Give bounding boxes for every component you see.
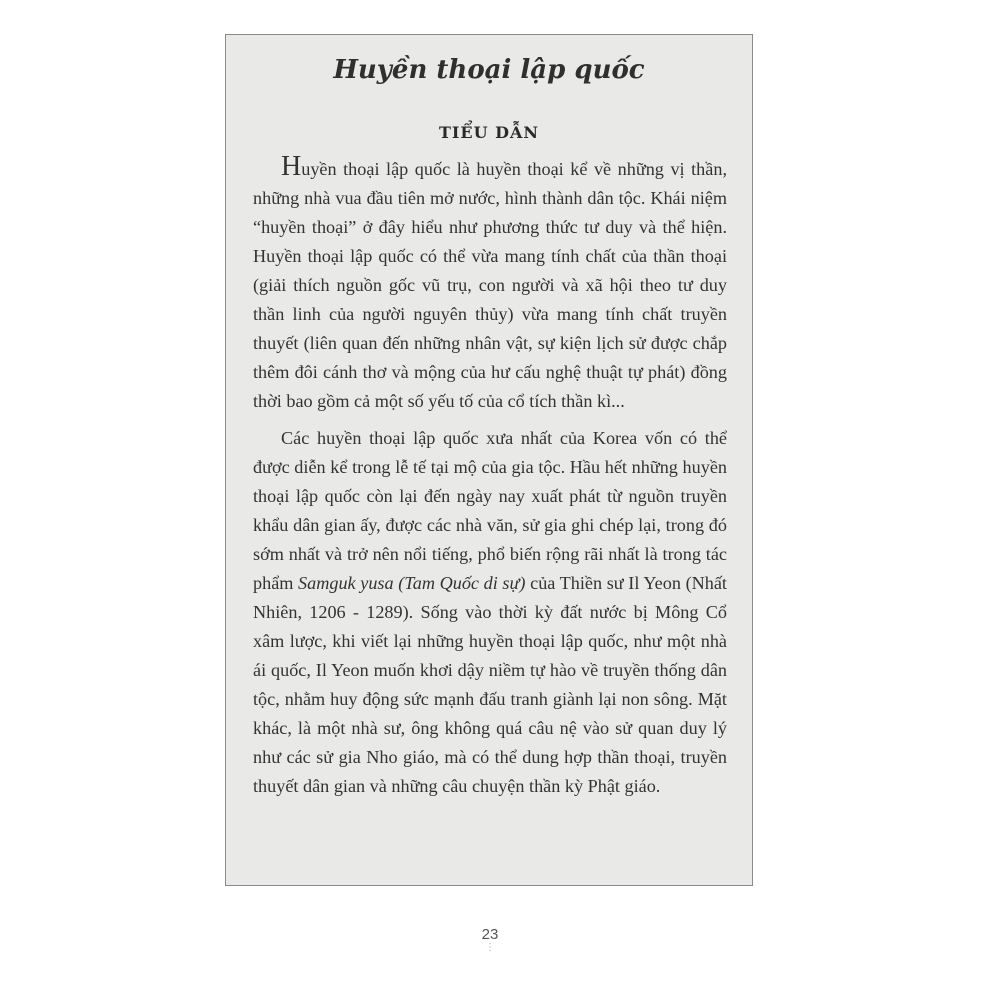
page-number: 23 [481, 926, 499, 943]
book-title-italic: Samguk yusa (Tam Quốc di sự) [298, 573, 526, 593]
chapter-title: Huyền thoại lập quốc [333, 55, 645, 85]
paragraph-2-text-a: Các huyền thoại lập quốc xưa nhất của Korea vốn có thể được diễn kể trong lễ tế tại mộ của gia tộc. Hầu hết những huyền thoại lập quốc còn lại đến ngày nay xuất phát từ nguồn truyền khẩu dân gian ấy, được các nhà văn, sử gia ghi chép lại, trong đó sớm nhất và trở nên nổi tiếng, phổ biến rộng rãi nhất là trong tác phẩm [253, 428, 727, 593]
book-page [225, 34, 753, 886]
drop-cap: H [281, 151, 302, 182]
body-text [253, 151, 727, 809]
paragraph-1-text: uyền thoại lập quốc là huyền thoại kể về những vị thần, những nhà vua đầu tiên mở nước, hình thành dân tộc. Khái niệm “huyền thoại” ở đây hiểu như phương thức tư duy và thể hiện. Huyền thoại lập quốc có thể vừa mang tính chất của thần thoại (giải thích nguồn gốc vũ trụ, con người và xã hội theo tư duy thần linh của người nguyên thủy) vừa mang tính chất truyền thuyết (liên quan đến những nhân vật, sự kiện lịch sử được chắp thêm đôi cánh thơ và mộng của hư cấu nghệ thuật tự phát) đồng thời bao gồm cả một số yếu tố của cổ tích thần kì... [253, 159, 727, 411]
more-icon: ⋮ [485, 942, 495, 953]
paragraph-1 [253, 151, 727, 416]
paragraph-2 [253, 424, 727, 801]
paragraph-2-text-b: của Thiền sư Il Yeon (Nhất Nhiên, 1206 - 1289). Sống vào thời kỳ đất nước bị Mông Cổ xâm lược, khi viết lại những huyền thoại lập quốc, như một nhà ái quốc, Il Yeon muốn khơi dậy niềm tự hào về truyền thống dân tộc, nhằm huy động sức mạnh đấu tranh giành lại non sông. Mặt khác, là một nhà sư, ông không quá câu nệ vào sử quan duy lý như các sử gia Nho giáo, mà có thể dung hợp thần thoại, truyền thuyết dân gian và những câu chuyện thần kỳ Phật giáo. [253, 573, 727, 796]
section-heading: TIỂU DẪN [438, 123, 540, 142]
